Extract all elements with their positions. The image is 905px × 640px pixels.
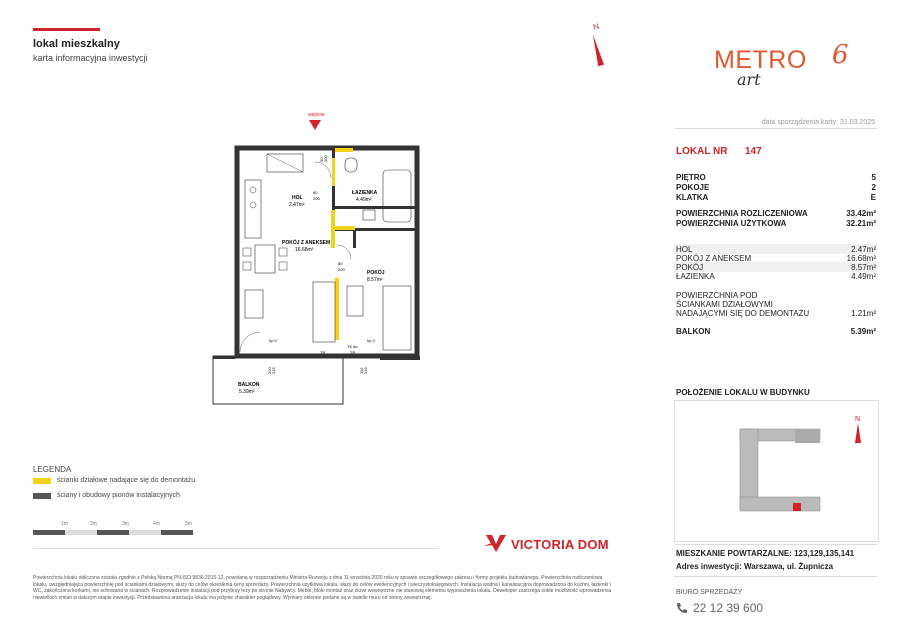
svg-text:80: 80 [313, 190, 318, 195]
svg-text:200: 200 [323, 155, 328, 162]
svg-text:215: 215 [363, 367, 368, 374]
lokal-number: 147 [745, 146, 762, 157]
balcony-row: BALKON 5.39m² [676, 327, 876, 336]
scale-bar [33, 530, 193, 535]
page-title: lokal mieszkalny [33, 38, 120, 50]
svg-text:2.47m²: 2.47m² [289, 202, 305, 208]
room-row-living: POKÓJ Z ANEKSEM 16.68m² [676, 254, 876, 263]
svg-text:4.49m²: 4.49m² [356, 197, 372, 203]
svg-text:110: 110 [359, 367, 364, 374]
north-arrow-icon [580, 20, 610, 68]
svg-text:TR: TR [320, 350, 326, 355]
svg-text:ŁAZIENKA: ŁAZIENKA [352, 190, 378, 196]
investment-address: Adres inwestycji: Warszawa, ul. Żupnicza [676, 562, 834, 571]
scale-label: 1m [61, 521, 68, 527]
sales-office-label: BIURO SPRZEDAŻY [676, 589, 743, 596]
divider [675, 128, 877, 129]
phone-icon [676, 602, 688, 614]
divider [674, 576, 877, 577]
page-subtitle: karta informacyjna inwestycji [33, 53, 148, 63]
legend-swatch-installation [33, 493, 51, 499]
svg-text:220: 220 [267, 367, 272, 374]
detail-row-rooms: POKOJE 2 [676, 183, 876, 192]
legend-title: LEGENDA [33, 465, 72, 474]
floor-plan [205, 110, 460, 410]
svg-text:hp 0: hp 0 [269, 338, 277, 343]
svg-text:200: 200 [313, 196, 320, 201]
brand-logo-art: art [737, 70, 761, 89]
demolition-line2: ŚCIANKAMI DZIAŁOWYMI [676, 300, 773, 309]
card-date: data sporządzenia karty: 31.03.2025 [761, 119, 875, 126]
header-accent-bar [33, 28, 100, 31]
svg-text:200: 200 [338, 267, 345, 272]
svg-text:16.68m²: 16.68m² [295, 247, 314, 253]
entrance-arrow-icon [309, 120, 321, 130]
room-row-room: POKÓJ 8.57m² [676, 263, 876, 272]
disclaimer-text: Powierzchnia lokalu obliczona zostala zgodnie z Polską Normą PN-ISO 9836:2015-12, powołaną w rozporządzeniu Ministra Rozwoju z dnia 11 września 2020 roku w sprawie szczegółowego zakresu i formy projektu budowlanego. Powierzchnia rozliczeniowa lokalu, uwzględniająca powierzchnię pod ściankami działowymi, służy do celów określenia ceny sprzedaży. Powierzchnia użytkowa lokalu, służy do celów ewidencyjnych i wieczystoksięgowych. Instalacja wodna i kanalizacyjna doprowadzona do kuchni, łazienki i WC, zakończona korkami, nie schowana w ścianach. Rozprowadzenie instalacji pod przybory leży po stronie Nabywcy. Meble, bloki montaż oraz drzwi wewnętrzne nie stanowią elementu wyposażenia lokalu. Deweloper zastrzega sobie możliwość wprowadzenia niewielkich zmian w dalszym etapie inwestycji. Przedstawiona aranżacja lokalu ma jedynie charakter poglądowy. Wymiary okienne podane są w świetle muru od strony zewnętrznej. [33, 575, 612, 601]
svg-text:80: 80 [338, 261, 343, 266]
svg-text:hp 0: hp 0 [367, 338, 375, 343]
svg-text:TR: TR [350, 350, 356, 355]
map-north-arrow-icon [855, 423, 861, 443]
lokal-label: LOKAL NR [676, 146, 728, 157]
legend-swatch-demountable [33, 478, 51, 484]
brand-logo-metro: METRO [714, 46, 807, 74]
scale-label: 3m [122, 521, 129, 527]
svg-text:90: 90 [319, 157, 324, 162]
svg-text:8.57m²: 8.57m² [367, 277, 383, 283]
demolition-line1: POWIERZCHNIA POD [676, 291, 758, 300]
scale-label: 5m [185, 521, 192, 527]
legend-label-installation: ściany i obudowy pionów instalacyjnych [57, 492, 180, 499]
north-label: N [855, 416, 861, 423]
svg-text:POKÓJ Z ANEKSEM: POKÓJ Z ANEKSEM [282, 240, 331, 246]
detail-row-staircase: KLATKA E [676, 193, 876, 202]
sales-phone[interactable]: 22 12 39 600 [693, 601, 764, 615]
room-row-hol: HOL 2.47m² [676, 245, 876, 254]
legend-label-demountable: ścianki działowe nadające się do demontażu [57, 477, 196, 484]
scale-label: 2m [90, 521, 97, 527]
detail-row-floor: PIĘTRO 5 [676, 173, 876, 182]
area-row-settlement: POWIERZCHNIA ROZLICZENIOWA 33.42m² [676, 209, 876, 218]
victoria-dom-logo-text: VICTORIA DOM [511, 537, 609, 552]
divider [33, 548, 438, 549]
svg-text:TK 8c: TK 8c [347, 344, 358, 349]
area-row-usable: POWIERZCHNIA UŻYTKOWA 32.21m² [676, 219, 876, 228]
room-row-bathroom: ŁAZIENKA 4.49m² [676, 272, 876, 281]
svg-text:HOL: HOL [292, 195, 303, 201]
brand-logo-six: 6 [832, 40, 849, 70]
demolition-line3: NADAJĄCYMI SIĘ DO DEMONTAŻU 1.21m² [676, 309, 876, 318]
building-map [674, 400, 879, 542]
svg-text:BALKON: BALKON [238, 382, 260, 388]
unit-location-marker [793, 503, 801, 511]
position-title: POŁOŻENIE LOKALU W BUDYNKU [676, 388, 810, 397]
entrance-label: wejście [308, 112, 325, 118]
scale-label: 4m [153, 521, 160, 527]
repeating-units: MIESZKANIE POWTARZALNE: 123,129,135,141 [676, 549, 855, 558]
victoria-dom-logo-icon [484, 532, 508, 556]
svg-text:POKÓJ: POKÓJ [367, 270, 385, 276]
svg-text:5.39m²: 5.39m² [239, 389, 255, 395]
svg-text:N: N [592, 21, 601, 32]
svg-text:215: 215 [271, 367, 276, 374]
divider [674, 544, 877, 545]
